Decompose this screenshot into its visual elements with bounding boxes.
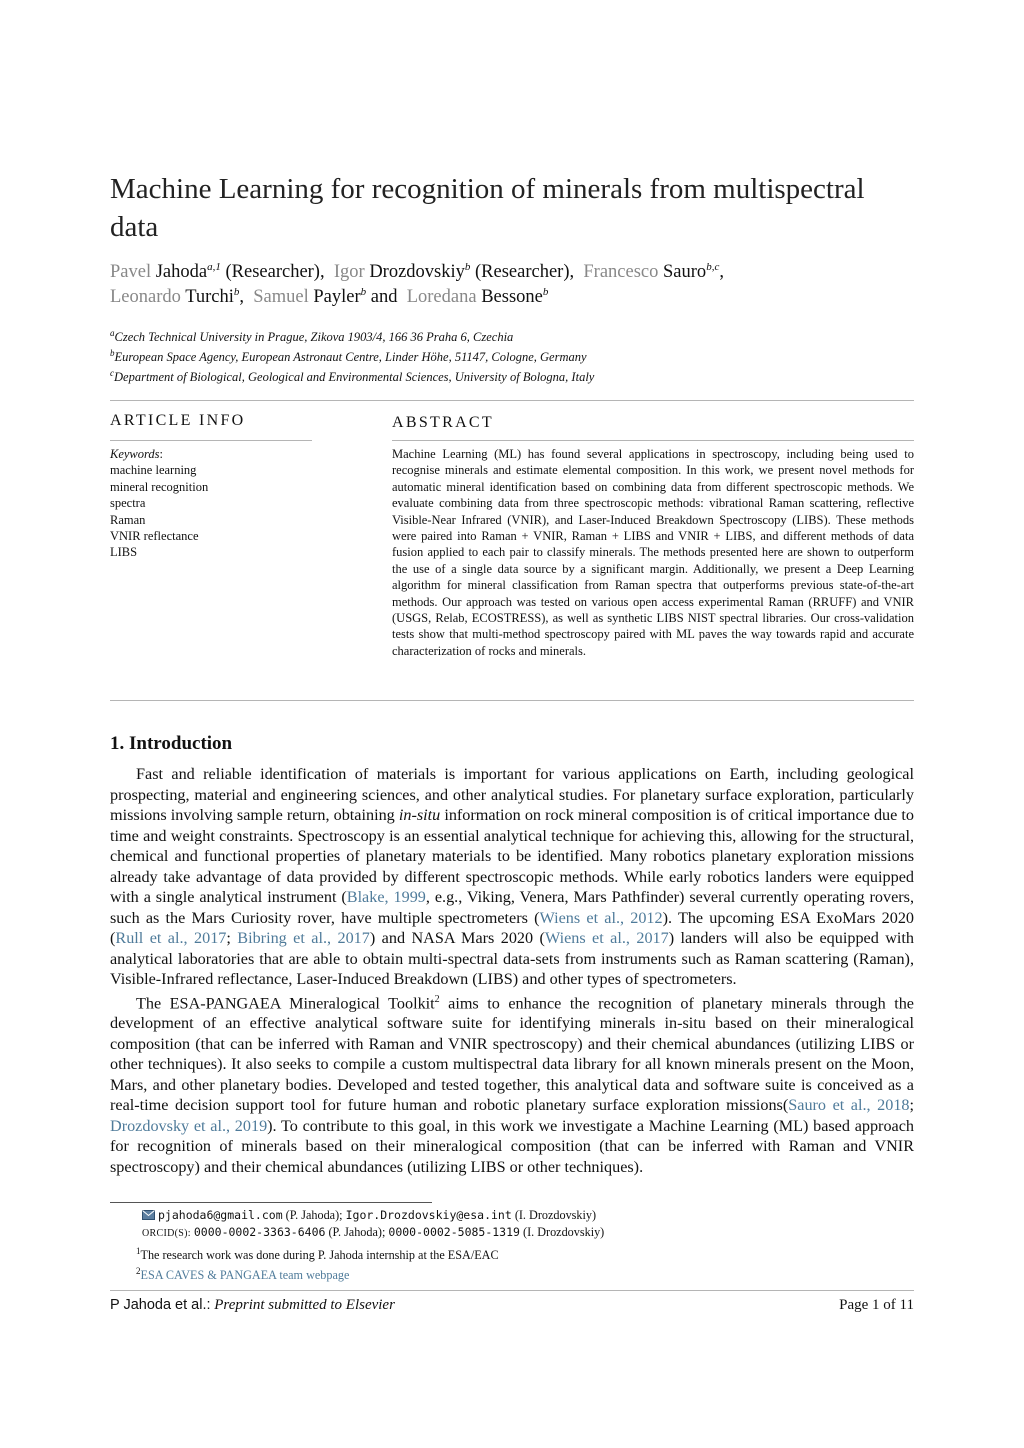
abstract-heading: ABSTRACT xyxy=(392,414,494,431)
author-list xyxy=(110,260,914,310)
author: Samuel Payler$^b$ and xyxy=(253,285,398,307)
citation-link[interactable]: Rull et al., 2017 xyxy=(115,929,227,947)
keyword: VNIR reflectance xyxy=(110,529,199,544)
page-number: Page 1 of 11 xyxy=(839,1297,914,1313)
affiliation: $^c$Department of Biological, Geological and Environmental Sciences, University of Bologna, Italy xyxy=(110,367,595,384)
article-info-heading: ARTICLE INFO xyxy=(110,412,246,429)
section-heading: 1. Introduction xyxy=(110,733,233,754)
paragraph: The ESA-PANGAEA Mineralogical Toolkit$^2$ aims to enhance the recognition of planetary minerals through the development of an effective analytical software suite for identifying minerals in-situ based on their mineralogical composition (that can be inferred with Raman and VNIR spectroscopy) and their chemical abundances (utilizing LIBS or other techniques). It also seeks to compile a custom multispectral data library for all known minerals present on the Moon, Mars, and other planetary bodies. Developed and tested together, this analytical data and software suite is conceived as a real-time decision support tool for future human and robotic planetary surface exploration missions(Sauro et al., 2018; Drozdovsky et al., 2019). To contribute to this goal, in this work we investigate a Machine Learning (ML) based approach for recognition of minerals based on their mineralogical composition (that can be inferred with Raman and VNIR spectroscopy) and their chemical abundances (utilizing LIBS or other techniques). xyxy=(110,993,915,1176)
keyword: LIBS xyxy=(110,545,138,560)
affiliation: $^b$European Space Agency, European Astronaut Centre, Linder Höhe, 51147, Cologne, Germany xyxy=(110,347,587,364)
divider xyxy=(110,700,914,701)
orcid-link[interactable]: 0000-0002-5085-1319 xyxy=(388,1224,520,1239)
footer-divider xyxy=(110,1290,914,1291)
footnotes xyxy=(110,1207,914,1284)
citation-link[interactable]: Wiens et al., 2012 xyxy=(539,908,663,927)
email-link[interactable]: pjahoda6@gmail.com xyxy=(158,1208,283,1222)
citation-link[interactable]: Wiens et al., 2017 xyxy=(544,929,669,947)
keyword: Raman xyxy=(110,512,146,527)
affiliation: $^a$Czech Technical University in Prague, Zikova 1903/4, 166 36 Praha 6, Czechia xyxy=(110,327,514,344)
page-footer xyxy=(110,1297,914,1314)
keywords-label: Keywords: xyxy=(110,447,164,461)
footnote: $^2$ESA CAVES & PANGAEA team webpage xyxy=(136,1266,350,1283)
introduction-body xyxy=(110,764,914,1177)
citation-link[interactable]: Drozdovsky et al., 2019 xyxy=(110,1116,268,1135)
citation-link[interactable]: Blake, 1999 xyxy=(346,888,426,906)
keyword: machine learning xyxy=(110,463,197,478)
divider xyxy=(110,440,312,441)
orcid-link[interactable]: 0000-0002-3363-6406 xyxy=(193,1224,326,1239)
divider xyxy=(392,440,914,441)
webpage-link[interactable]: ESA CAVES & PANGAEA team webpage xyxy=(140,1268,350,1283)
paragraph: Fast and reliable identification of materials is important for various applications on Earth, including geological prospecting, material and engineering sciences, and other analytical studies. For planetary surface exploration, particularly missions involving sample return, obtaining in-situ information on rock mineral composition is of critical importance due to time and weight constraints. Spectroscopy is an essential analytical technique for achieving this, allowing for the structural, chemical and functional properties of planetary materials to be identified. Many robotics planetary exploration missions already take advantage of data provided by different spectroscopic methods. While early robotics landers were equipped with a single analytical instrument (Blake, 1999, e.g., Viking, Venera, Mars Pathfinder) several currently operating rovers, such as the Mars Curiosity rover, have multiple spectrometers (Wiens et al., 2012). The upcoming ESA ExoMars 2020 (Rull et al., 2017; Bibring et al., 2017) and NASA Mars 2020 (Wiens et al., 2017) landers will also be equipped with analytical laboratories that are able to obtain multi-spectral data-sets from instruments such as Raman scattering (Raman), Visible-Infrared reflectance, Laser-Induced Breakdown (LIBS) and other types of spectrometers. xyxy=(110,765,915,988)
keyword: spectra xyxy=(110,496,146,511)
divider xyxy=(110,400,914,401)
author: Leonardo Turchi$^b$, xyxy=(110,285,244,307)
abstract-text: Machine Learning (ML) has found several applications in spectroscopy, including being used to recognise minerals and estimate elemental composition. In this work, we present novel methods for automatic mineral identification based on combining data from different spectroscopic methods. We evaluate combining data from three spectroscopic methods: vibrational Raman scattering, reflective Visible-Near Infrared (VNIR), and Laser-Induced Breakdown Spectroscopy (LIBS). These methods were paired into Raman + VNIR, Raman + LIBS and VNIR + LIBS, and different methods of data fusion applied to each pair to classify minerals. The methods presented here are shown to outperform the use of a single data source by a significant margin. Additionally, we present a Deep Learning algorithm for mineral classification from Raman spectra that outperforms previous state-of-the-art methods. Our approach was tested on various open access experimental Raman (RRUFF) and VNIR (USGS, Relab, ECOSTRESS), as well as synthetic LIBS NIST spectral libraries. Our cross-validation tests show that multi-method spectroscopy paired with ML paves the way towards rapid and accurate characterization of rocks and minerals. xyxy=(392,447,914,658)
footer-citation: P Jahoda et al.: Preprint submitted to Elsevier xyxy=(110,1297,395,1313)
author: Francesco Sauro$^{b,c}$, xyxy=(583,260,724,282)
keywords-list xyxy=(110,446,310,561)
email-line: pjahoda6@gmail.com (P. Jahoda); Igor.Drozdovskiy@esa.int (I. Drozdovskiy) xyxy=(110,1207,914,1224)
keyword: mineral recognition xyxy=(110,479,209,494)
citation-link[interactable]: Bibring et al., 2017 xyxy=(237,929,370,947)
affiliations xyxy=(110,327,914,387)
email-link[interactable]: Igor.Drozdovskiy@esa.int xyxy=(345,1208,512,1222)
author: Loredana Bessone$^b$ xyxy=(406,285,549,307)
footnote-mark[interactable]: 2 xyxy=(434,993,440,1005)
envelope-icon xyxy=(142,1210,155,1220)
orcid-line: ORCID(S): 0000-0002-3363-6406 (P. Jahoda); 0000-0002-5085-1319 (I. Drozdovskiy) xyxy=(142,1224,605,1239)
citation-link[interactable]: Sauro et al., 2018 xyxy=(788,1096,910,1115)
paper-title: Machine Learning for recognition of minerals from multispectral data xyxy=(110,173,865,243)
author: Pavel Jahoda$^{a,1}$ (Researcher), xyxy=(110,260,325,282)
footnote: $^1$The research work was done during P. Jahoda internship at the ESA/EAC xyxy=(136,1245,499,1262)
footnote-divider xyxy=(110,1202,432,1203)
author: Igor Drozdovskiy$^b$ (Researcher), xyxy=(333,260,575,282)
